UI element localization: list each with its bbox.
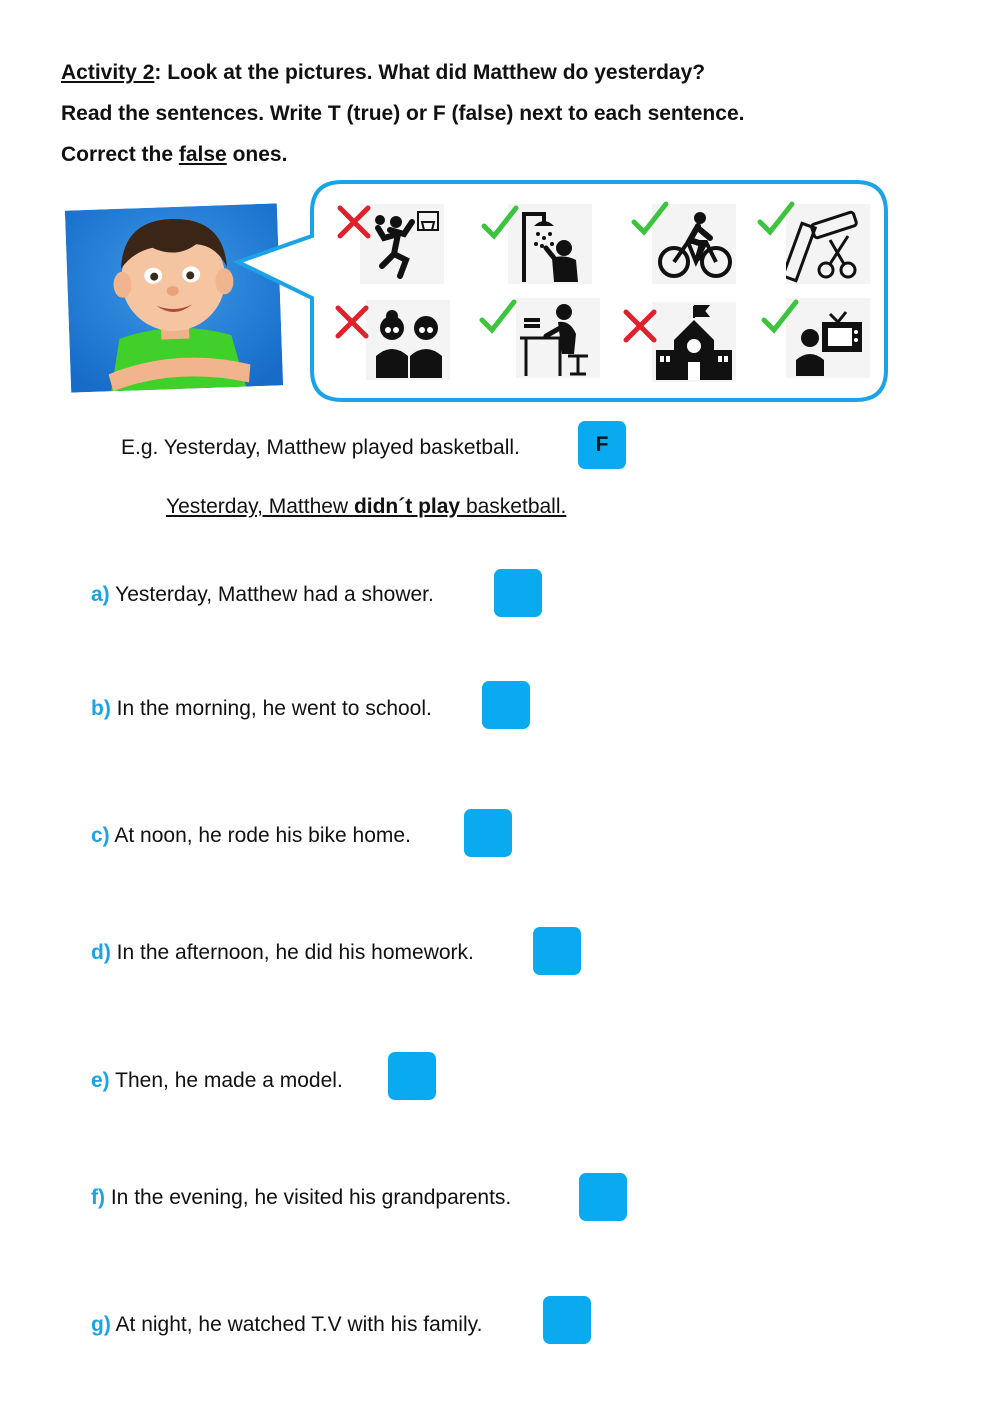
question-letter: c) — [91, 824, 110, 847]
school-icon — [652, 302, 736, 382]
question-letter: d) — [91, 941, 111, 964]
example-sentence: E.g. Yesterday, Matthew played basketball. — [121, 436, 520, 459]
craft-tools-icon — [786, 204, 870, 284]
correction-part-1: Yesterday, Matthew — [166, 495, 354, 518]
answer-box-c[interactable] — [464, 809, 512, 857]
picture-craft — [786, 204, 870, 284]
question-text: Yesterday, Matthew had a shower. — [115, 583, 434, 606]
answer-box-a[interactable] — [494, 569, 542, 617]
question-g — [91, 1313, 482, 1337]
question-f — [91, 1186, 511, 1210]
answer-box-e[interactable] — [388, 1052, 436, 1100]
question-c — [91, 824, 411, 848]
correction-part-2: basketball. — [460, 495, 567, 518]
check-mark-icon — [760, 296, 800, 336]
check-mark-icon — [756, 198, 796, 238]
instruction-line-1 — [61, 61, 705, 85]
instruction-line-3-prefix: Correct the — [61, 143, 179, 166]
activity-title: Activity 2 — [61, 61, 155, 84]
question-a — [91, 583, 434, 607]
shower-icon — [508, 204, 592, 284]
picture-school — [652, 302, 736, 382]
question-text: In the morning, he went to school. — [116, 697, 432, 720]
question-text: At noon, he rode his bike home. — [114, 824, 411, 847]
question-text: In the evening, he visited his grandparents. — [110, 1186, 512, 1209]
instruction-question: : Look at the pictures. What did Matthew do yesterday? — [154, 61, 706, 84]
question-e — [91, 1069, 343, 1093]
question-text: In the afternoon, he did his homework. — [116, 941, 474, 964]
instruction-false-word: false — [178, 143, 227, 166]
question-letter: g) — [91, 1313, 111, 1336]
question-b — [91, 697, 432, 721]
instruction-line-3-suffix: ones. — [226, 143, 288, 166]
question-letter: e) — [91, 1069, 110, 1092]
question-d — [91, 941, 474, 965]
question-letter: f) — [91, 1186, 105, 1209]
picture-grandparents — [366, 300, 450, 380]
example-answer-box: F — [578, 421, 626, 469]
check-mark-icon — [480, 202, 520, 242]
check-mark-icon — [630, 198, 670, 238]
cross-mark-icon — [620, 306, 660, 346]
answer-box-f[interactable] — [579, 1173, 627, 1221]
cross-mark-icon — [332, 302, 372, 342]
correction-bold: didn´t play — [353, 495, 461, 518]
answer-box-b[interactable] — [482, 681, 530, 729]
question-letter: b) — [91, 697, 111, 720]
question-text: Then, he made a model. — [115, 1069, 343, 1092]
answer-box-d[interactable] — [533, 927, 581, 975]
instruction-line-3 — [61, 143, 287, 167]
grandparents-icon — [366, 300, 450, 380]
check-mark-icon — [478, 296, 518, 336]
instruction-line-2: Read the sentences. Write T (true) or F (false) next to each sentence. — [61, 102, 745, 125]
picture-shower — [508, 204, 592, 284]
example-correction — [166, 495, 566, 519]
cross-mark-icon — [334, 202, 374, 242]
answer-box-g[interactable] — [543, 1296, 591, 1344]
picture-homework — [516, 298, 600, 378]
question-text: At night, he watched T.V with his family. — [115, 1313, 483, 1336]
homework-icon — [516, 298, 600, 378]
question-letter: a) — [91, 583, 110, 606]
